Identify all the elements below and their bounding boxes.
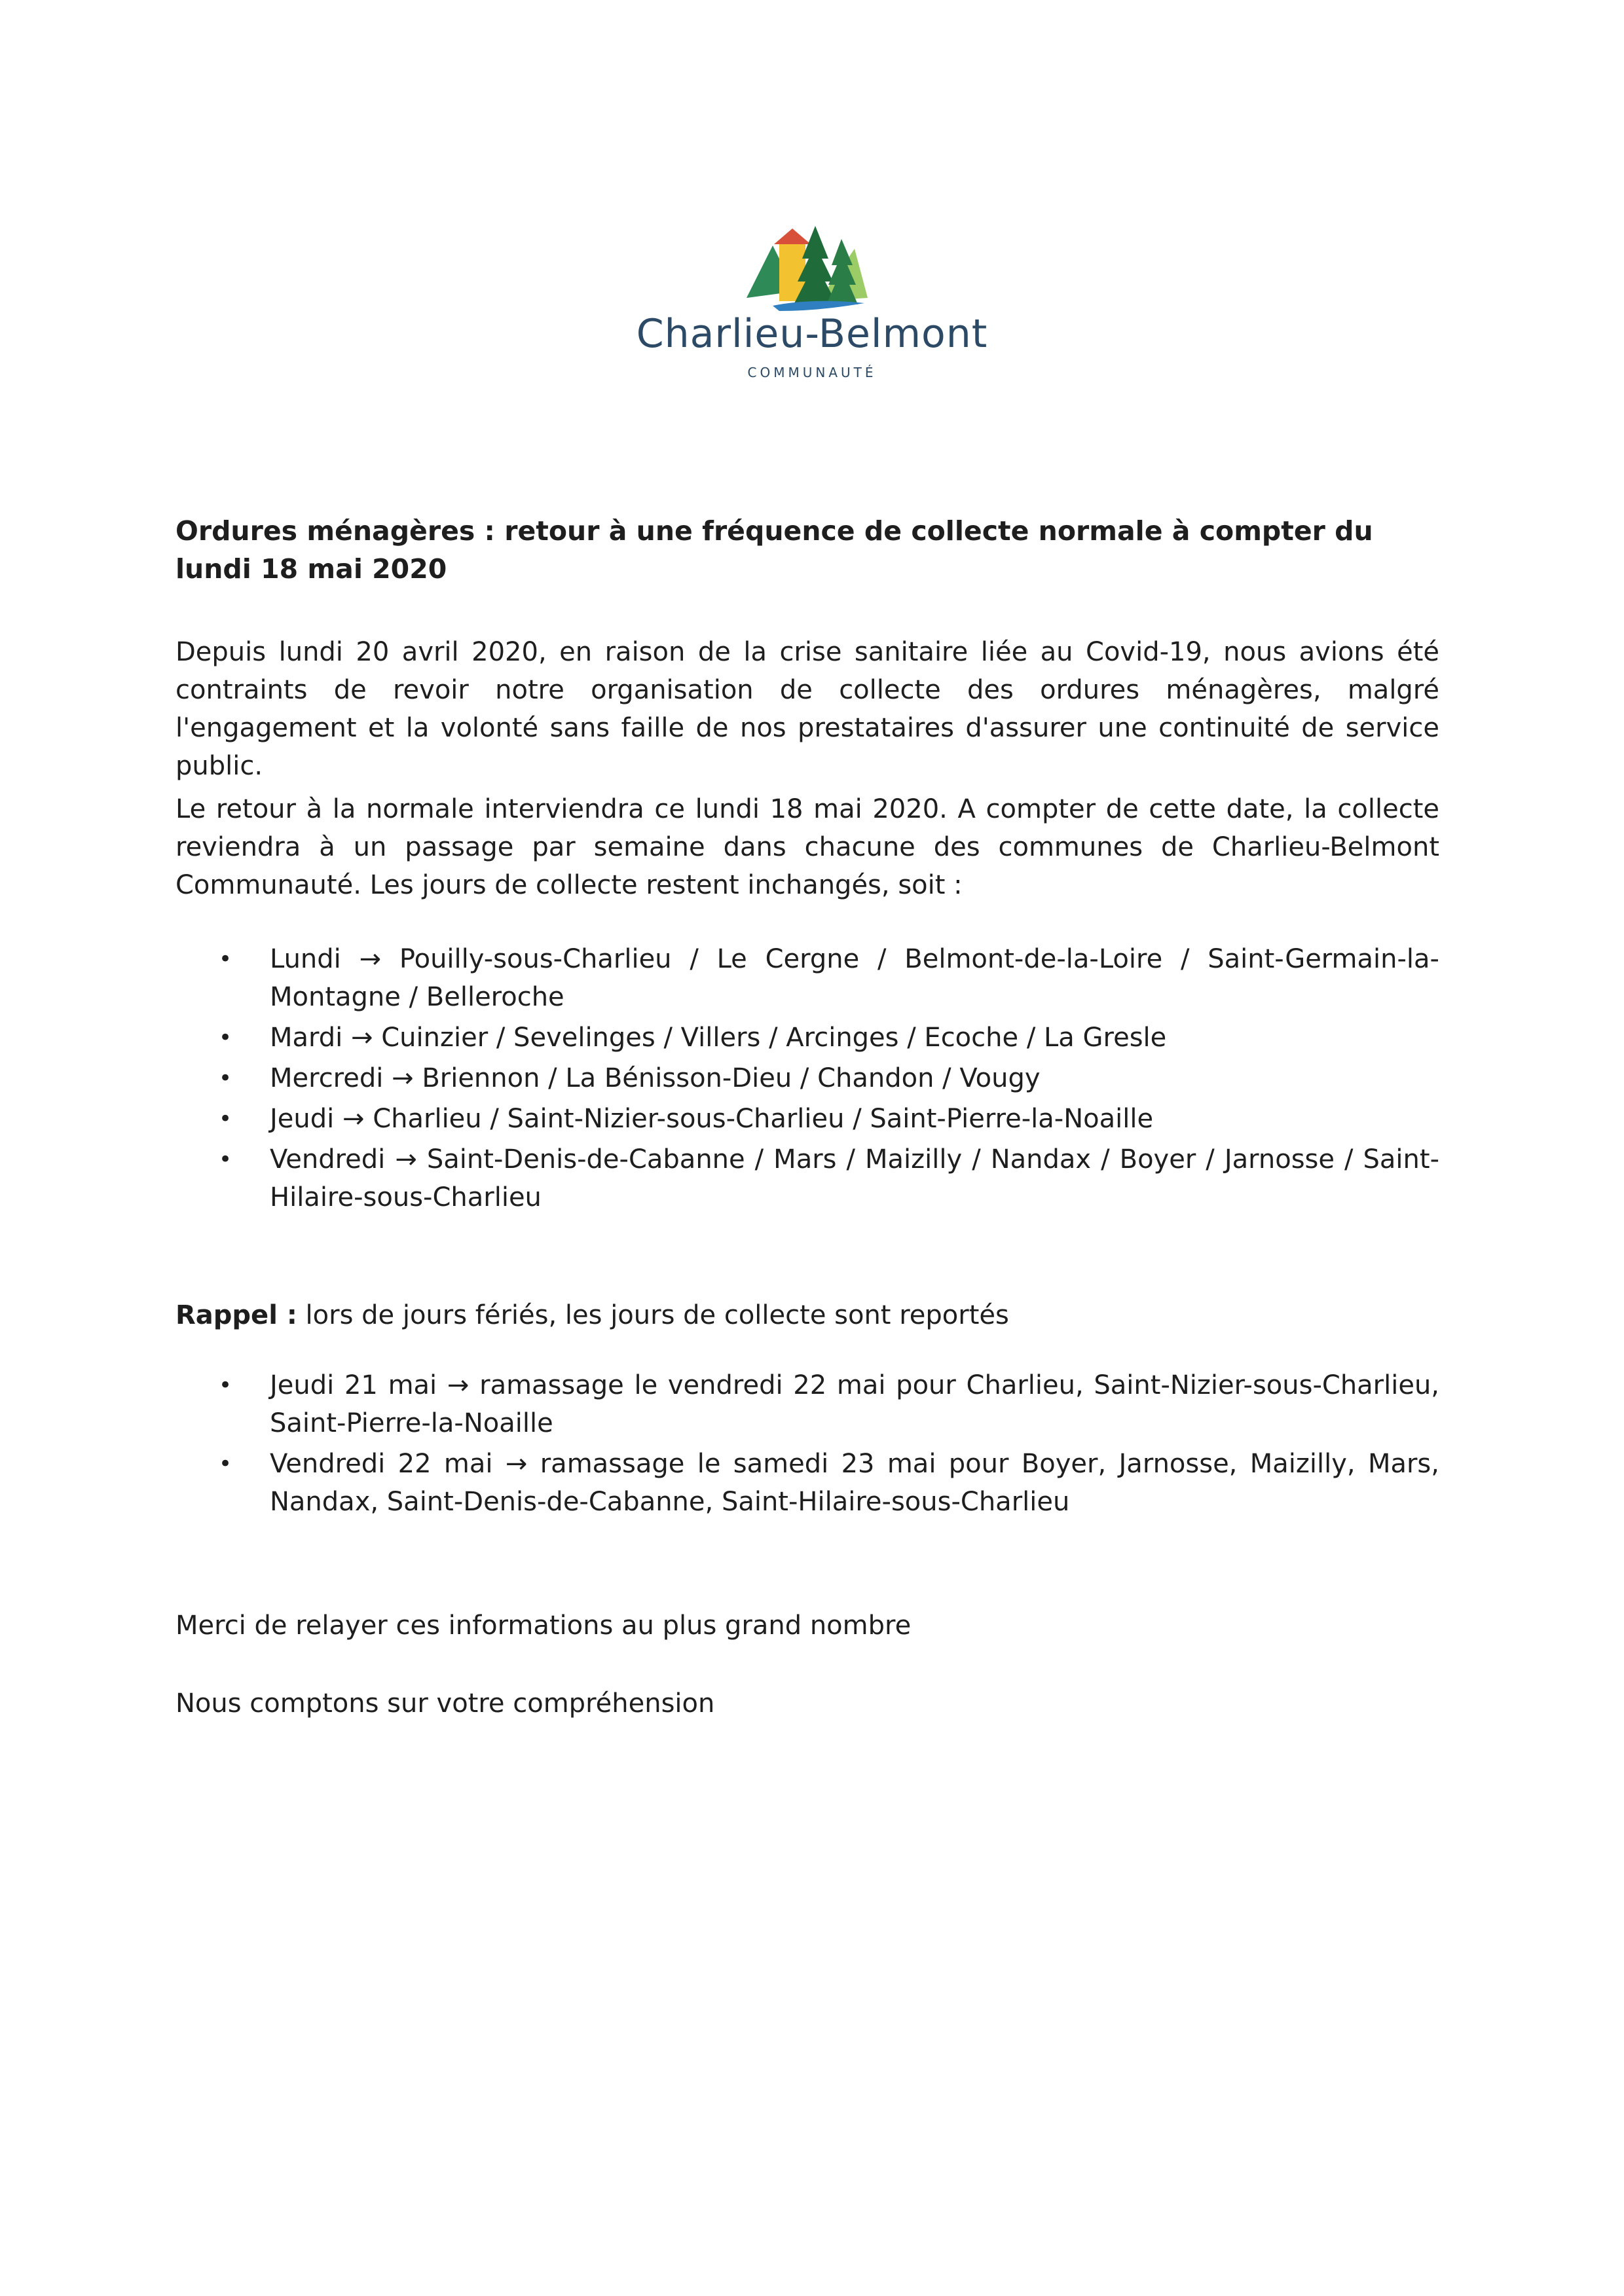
reminder-text: lors de jours fériés, les jours de collecte sont reportés: [297, 1300, 1009, 1330]
logo-name: Charlieu-Belmont: [636, 311, 988, 357]
communes-text: Briennon / La Bénisson-Dieu / Chandon / Vougy: [422, 1063, 1041, 1093]
communes-text: Charlieu / Saint-Nizier-sous-Charlieu / Saint-Pierre-la-Noaille: [373, 1104, 1154, 1134]
collection-days-list: [175, 940, 1439, 1219]
arrow-icon: →: [392, 1063, 414, 1093]
list-item: [175, 1019, 1439, 1057]
holiday-list: [175, 1366, 1439, 1523]
holiday-detail: ramassage le samedi 23 mai pour Boyer, Jarnosse, Maizilly, Mars, Nandax, Saint-Denis-de-Cabanne, Saint-Hilaire-sous-Charlieu: [270, 1449, 1439, 1517]
logo: [629, 219, 995, 396]
communes-text: Cuinzier / Sevelinges / Villers / Arcinges / Ecoche / La Gresle: [381, 1023, 1167, 1053]
bullet-icon: •: [219, 1106, 232, 1132]
document-title: Ordures ménagères : retour à une fréquence de collecte normale à compter du lundi 18 mai 2020: [175, 515, 1373, 585]
day-label: Lundi: [270, 944, 341, 974]
list-item: [175, 1100, 1439, 1138]
reminder-line: [175, 1296, 1439, 1334]
paragraph-intro: Depuis lundi 20 avril 2020, en raison de la crise sanitaire liée au Covid-19, nous avions été contraints de revoir notre organisation de collecte des ordures ménagères, malgré l'engagement et la volonté sans faille de nos prestataires d'assurer une continuité de service public.: [175, 637, 1439, 781]
arrow-icon: →: [447, 1370, 470, 1400]
closing-relay: Merci de relayer ces informations au plus grand nombre: [175, 1611, 912, 1641]
logo-subtitle: COMMUNAUTÉ: [747, 365, 877, 380]
bullet-icon: •: [219, 1372, 232, 1398]
closing-thanks: Nous comptons sur votre compréhension: [175, 1688, 715, 1719]
communes-text: Saint-Denis-de-Cabanne / Mars / Maizilly / Nandax / Boyer / Jarnosse / Saint-Hilaire-sous-Charlieu: [270, 1144, 1440, 1212]
logo-emblem-icon: [733, 219, 877, 318]
day-label: Mercredi: [270, 1063, 384, 1093]
holiday-day: Jeudi 21 mai: [270, 1370, 437, 1400]
day-label: Jeudi: [270, 1104, 335, 1134]
reminder-label: Rappel :: [175, 1300, 297, 1330]
paragraph-return: Le retour à la normale interviendra ce lundi 18 mai 2020. A compter de cette date, la collecte reviendra à un passage par semaine dans chacune des communes de Charlieu-Belmont Communauté. Les jours de collecte restent inchangés, soit :: [175, 794, 1439, 900]
bullet-icon: •: [219, 1146, 232, 1173]
bullet-icon: •: [219, 1451, 232, 1477]
list-item: [175, 1366, 1439, 1442]
list-item: [175, 1445, 1439, 1521]
arrow-icon: →: [505, 1449, 528, 1479]
arrow-icon: →: [359, 944, 382, 974]
communes-text: Pouilly-sous-Charlieu / Le Cergne / Belmont-de-la-Loire / Saint-Germain-la-Montagne / Belleroche: [270, 944, 1439, 1012]
arrow-icon: →: [342, 1104, 365, 1134]
list-item: [175, 1140, 1439, 1216]
bullet-icon: •: [219, 946, 232, 972]
day-label: Mardi: [270, 1023, 343, 1053]
list-item: [175, 1059, 1439, 1097]
bullet-icon: •: [219, 1025, 232, 1051]
list-item: [175, 940, 1439, 1016]
bullet-icon: •: [219, 1065, 232, 1091]
day-label: Vendredi: [270, 1144, 386, 1175]
holiday-day: Vendredi 22 mai: [270, 1449, 493, 1479]
arrow-icon: →: [351, 1023, 373, 1053]
arrow-icon: →: [395, 1144, 417, 1175]
holiday-detail: ramassage le vendredi 22 mai pour Charlieu, Saint-Nizier-sous-Charlieu, Saint-Pierre-la-Noaille: [270, 1370, 1440, 1438]
